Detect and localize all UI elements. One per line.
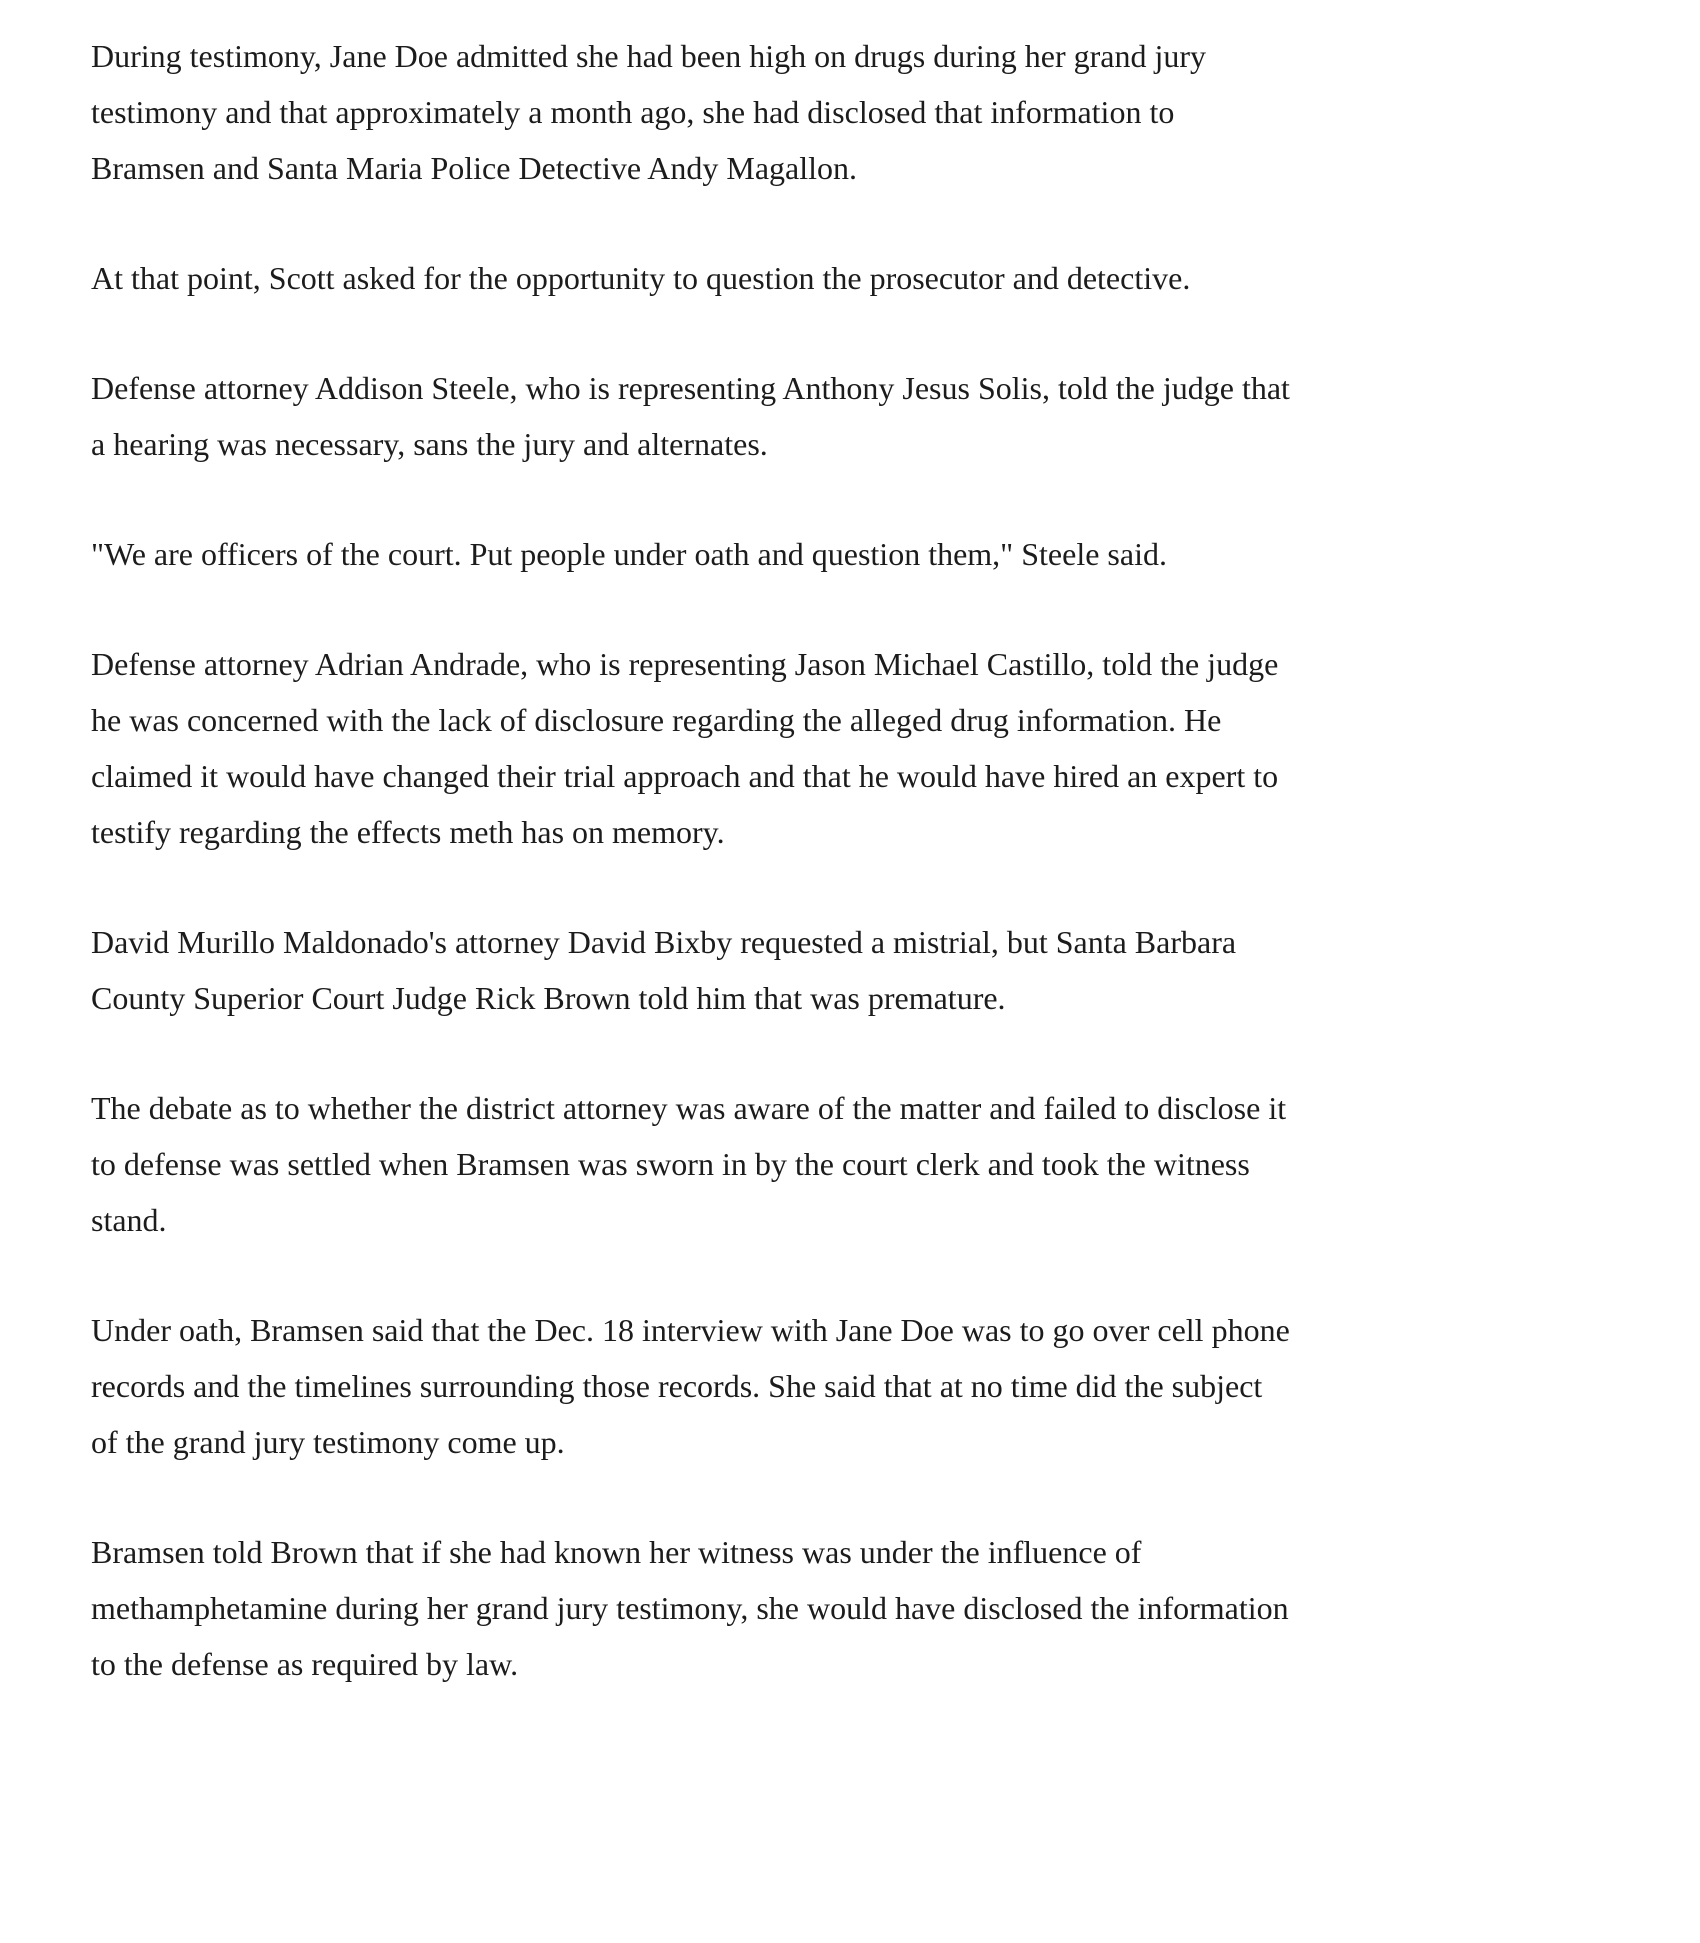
article-paragraph: At that point, Scott asked for the opportunity to question the prosecutor and detective. — [91, 260, 1191, 296]
article-paragraph: During testimony, Jane Doe admitted she had been high on drugs during her grand jury testimony and that approximately a month ago, she had disclosed that information to Bramsen and Santa Maria Police Detective Andy Magallon. — [91, 38, 1207, 186]
article-paragraph: Defense attorney Adrian Andrade, who is representing Jason Michael Castillo, told the judge he was concerned with the lack of disclosure regarding the alleged drug information. He claimed it would have changed their trial approach and that he would have hired an expert to testify regarding the effects meth has on memory. — [91, 646, 1279, 850]
article-paragraph: Under oath, Bramsen said that the Dec. 18 interview with Jane Doe was to go over cell phone records and the timelines surrounding those records. She said that at no time did the subject of the grand jury testimony come up. — [91, 1312, 1290, 1460]
article-paragraph: David Murillo Maldonado's attorney David Bixby requested a mistrial, but Santa Barbara County Superior Court Judge Rick Brown told him that was premature. — [91, 924, 1237, 1016]
article-paragraph: Defense attorney Addison Steele, who is representing Anthony Jesus Solis, told the judge that a hearing was necessary, sans the jury and alternates. — [91, 370, 1290, 462]
article-paragraph: The debate as to whether the district attorney was aware of the matter and failed to disclose it to defense was settled when Bramsen was sworn in by the court clerk and took the witness stand. — [91, 1090, 1287, 1238]
article-body — [91, 28, 1296, 1692]
article-paragraph: "We are officers of the court. Put people under oath and question them," Steele said. — [91, 536, 1167, 572]
article-paragraph: Bramsen told Brown that if she had known her witness was under the influence of methamphetamine during her grand jury testimony, she would have disclosed the information to the defense as required by law. — [91, 1534, 1289, 1682]
